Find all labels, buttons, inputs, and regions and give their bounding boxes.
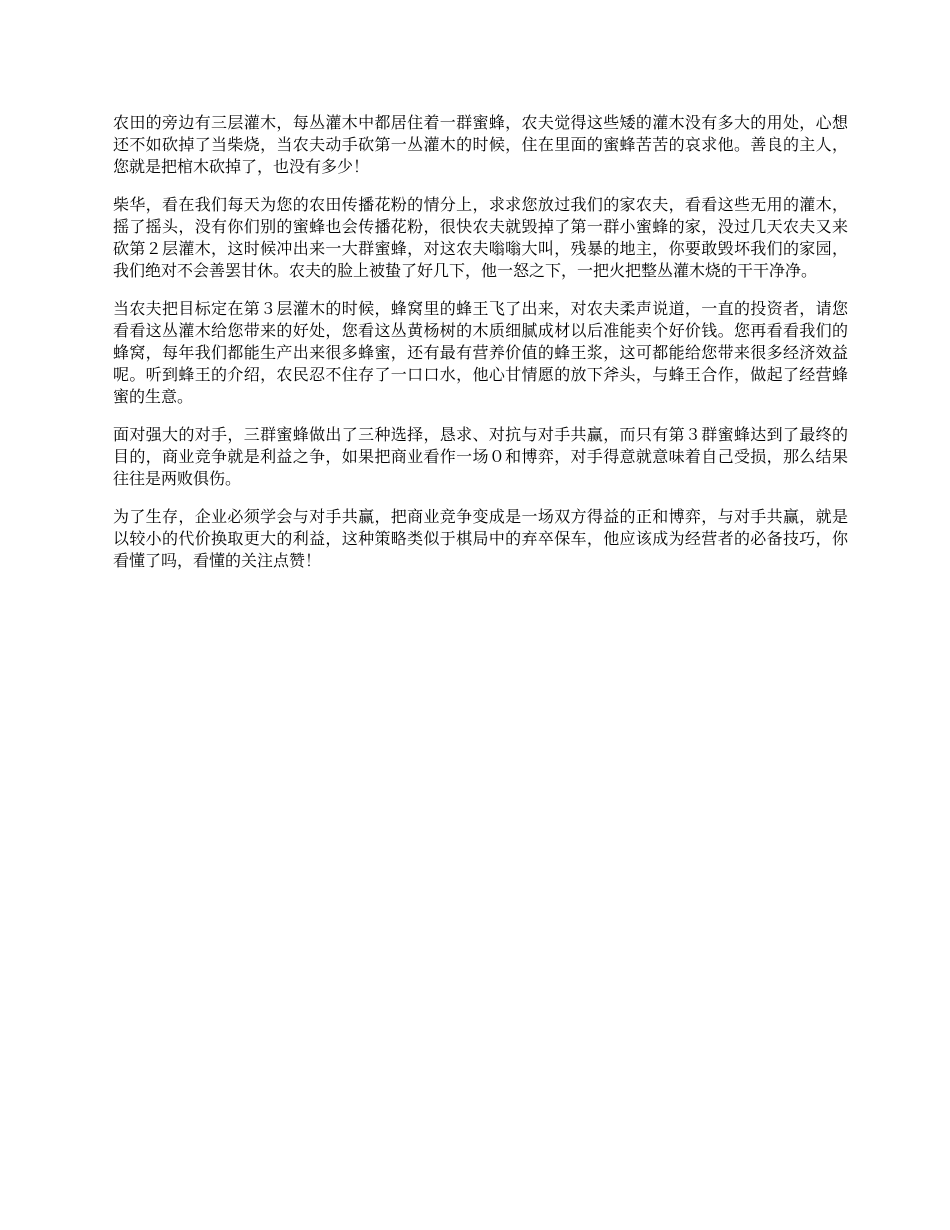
paragraph-5: 为了生存，企业必须学会与对手共赢，把商业竞争变成是一场双方得益的正和博弈，与对手共赢，就是以较小的代价换取更大的利益，这种策略类似于棋局中的弃卒保车，他应该成为经营者的必备技巧，你看懂了吗，看懂的关注点赞！ [113, 507, 848, 570]
paragraph-2: 柴华，看在我们每天为您的农田传播花粉的情分上，求求您放过我们的家农夫，看看这些无用的灌木，摇了摇头，没有你们别的蜜蜂也会传播花粉，很快农夫就毁掉了第一群小蜜蜂的家，没过几天农夫又来砍第２层灌木，这时候冲出来一大群蜜蜂，对这农夫嗡嗡大叫，残暴的地主，你要敢毁坏我们的家园，我们绝对不会善罢甘休。农夫的脸上被蛰了好几下，他一怒之下，一把火把整丛灌木烧的干干净净。 [113, 195, 848, 280]
document-body [113, 112, 848, 588]
paragraph-1: 农田的旁边有三层灌木，每丛灌木中都居住着一群蜜蜂，农夫觉得这些矮的灌木没有多大的用处，心想还不如砍掉了当柴烧，当农夫动手砍第一丛灌木的时候，住在里面的蜜蜂苦苦的哀求他。善良的主人，您就是把棺木砍掉了，也没有多少！ [113, 113, 848, 176]
paragraph-4: 面对强大的对手，三群蜜蜂做出了三种选择，恳求、对抗与对手共赢，而只有第３群蜜蜂达到了最终的目的，商业竞争就是利益之争，如果把商业看作一场０和博弈，对手得意就意味着自己受损，那么结果往往是两败俱伤。 [113, 425, 848, 488]
paragraph-3: 当农夫把目标定在第３层灌木的时候，蜂窝里的蜂王飞了出来，对农夫柔声说道，一直的投资者，请您看看这丛灌木给您带来的好处，您看这丛黄杨树的木质细腻成材以后准能卖个好价钱。您再看看我们的蜂窝，每年我们都能生产出来很多蜂蜜，还有最有营养价值的蜂王浆，这可都能给您带来很多经济效益呢。听到蜂王的介绍，农民忍不住存了一口口水，他心甘情愿的放下斧头，与蜂王合作，做起了经营蜂蜜的生意。 [113, 299, 848, 406]
